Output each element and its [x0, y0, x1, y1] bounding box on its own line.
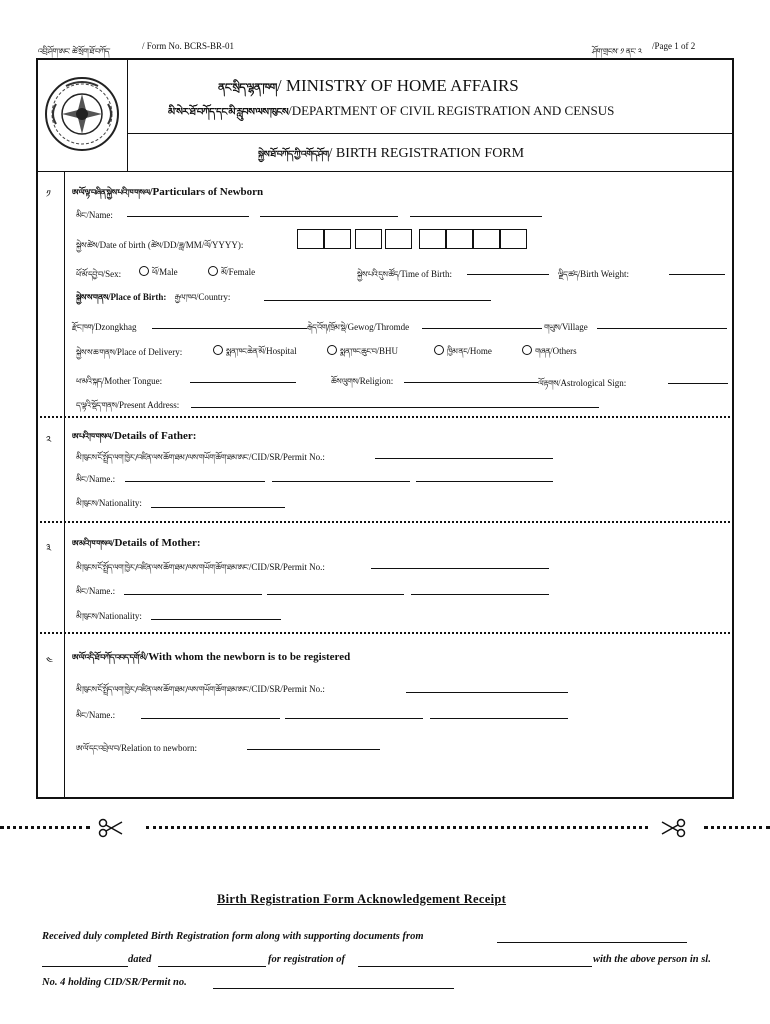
- delivery-others-option[interactable]: [522, 342, 577, 365]
- receipt-line-3: No. 4 holding CID/SR/Permit no.: [42, 977, 187, 988]
- bhu-label: /BHU: [376, 346, 398, 356]
- registrant-cid-label-tibetan: མི་ཁུངས་ངོ་སྤྲོད་ལག་ཁྱེར་/འཛིན་ལས་ཆོག་ཐམ་/ལས་གཡོག་ཆོག་ཐམ་ཨང་: [76, 685, 249, 694]
- place-of-birth-label-tibetan: སྐྱེས་ས་གནས: [76, 293, 108, 302]
- receipt-line-1: Received duly completed Birth Registration form along with supporting documents from: [42, 931, 424, 942]
- village-field[interactable]: [597, 328, 727, 329]
- others-label-tibetan: གཞན: [535, 347, 551, 356]
- mother-tongue-field[interactable]: [190, 382, 296, 383]
- emblem-cell: [36, 58, 128, 171]
- mother-cid-label-tibetan: མི་ཁུངས་ངོ་སྤྲོད་ལག་ཁྱེར་/འཛིན་ལས་ཆོག་ཐམ་/ལས་གཡོག་ཆོག་ཐམ་ཨང་: [76, 563, 249, 572]
- page-tibetan: ཤོག་གྲངས་ ༡ ནང་ ༢: [592, 47, 642, 56]
- present-address-label-tibetan: ད་ལྟའི་སྡོད་གནས: [76, 401, 117, 410]
- registrant-name-label-tibetan: མིང་: [76, 711, 87, 720]
- sex-female-option[interactable]: [208, 263, 255, 286]
- page-number: /Page 1 of 2: [652, 41, 696, 51]
- others-label: /Others: [550, 346, 577, 356]
- hospital-label-tibetan: སྨན་ཁང་ཆེན་མོ: [226, 347, 264, 356]
- form-title: / BIRTH REGISTRATION FORM: [328, 146, 525, 161]
- father-cid-label-tibetan: མི་ཁུངས་ངོ་སྤྲོད་ལག་ཁྱེར་/འཛིན་ལས་ཆོག་ཐམ་/ལས་གཡོག་ཆོག་ཐམ་ཨང་: [76, 453, 249, 462]
- receipt-date-prefix-field[interactable]: [42, 966, 128, 967]
- newborn-name-label: /Name:: [86, 210, 113, 220]
- section-1-title-tibetan: ཨ་ལོ་ལྟ་བཞིན་སྐྱེས་པའི་ཁ་གསལ: [72, 188, 150, 197]
- mother-name-label: /Name.:: [86, 586, 116, 596]
- dob-yy-tibetan: ལོ: [204, 241, 210, 250]
- time-of-birth-label-tibetan: སྐྱེས་པའི་དུས་ཚོད: [357, 270, 398, 279]
- bhu-radio[interactable]: [327, 345, 337, 355]
- dob-day-digit-1[interactable]: [297, 229, 324, 249]
- section-4-title: /With whom the newborn is to be registered: [145, 651, 351, 663]
- dob-month-digit-2[interactable]: [385, 229, 412, 249]
- form-code-tibetan: འབྲི་ཤོག་ཨང་ ཚེ་སྲོག་ཐོ་བཀོད་: [38, 47, 111, 56]
- father-nationality-label: /Nationality:: [96, 498, 142, 508]
- section-4-title-tibetan: ཨ་ལོ་འདི་ཐོ་བཀོད་འབད་དགོ་མི: [72, 653, 146, 662]
- department-title-tibetan: མི་སེར་ཐོ་བཀོད་དང་མི་རླུབས་ལས་ཁུངས: [168, 107, 289, 118]
- home-radio[interactable]: [434, 345, 444, 355]
- dob-label-tibetan: སྐྱེས་ཚེས: [76, 241, 98, 250]
- cut-line-left: [0, 826, 90, 841]
- mother-nationality-label-tibetan: མི་ཁུངས: [76, 612, 97, 621]
- department-title: /DEPARTMENT OF CIVIL REGISTRATION AND CENSUS: [288, 103, 615, 118]
- cut-line-middle: [146, 826, 648, 841]
- male-label: /Male: [156, 267, 178, 277]
- section-2-number: ༢: [46, 435, 52, 446]
- father-name-label: /Name.:: [86, 474, 116, 484]
- dob-format-open: (: [147, 240, 151, 250]
- relation-label-tibetan: ཨ་ལོ་དང་འབྲེལ་བ: [76, 744, 119, 753]
- father-cid-label: /CID/SR/Permit No.:: [248, 452, 325, 462]
- scissors-icon: [660, 818, 686, 838]
- hospital-radio[interactable]: [213, 345, 223, 355]
- form-number: / Form No. BCRS-BR-01: [142, 41, 235, 51]
- dob-format-yyyy: /YYYY):: [209, 240, 244, 250]
- receipt-from-field[interactable]: [497, 942, 687, 943]
- relation-label: /Relation to newborn:: [118, 743, 197, 753]
- religion-label-tibetan: ཆོས་ལུགས: [331, 377, 358, 386]
- mother-name-label-tibetan: མིང་: [76, 587, 87, 596]
- section-4-number: ༤: [46, 656, 53, 667]
- dob-year-digit-1[interactable]: [419, 229, 446, 249]
- delivery-home-option[interactable]: [434, 342, 492, 365]
- country-label-tibetan: རྒྱལ་ཁབ: [174, 293, 196, 302]
- place-of-delivery-label-tibetan: སྐྱེས་ས་ཆ་གནས: [76, 348, 115, 357]
- mother-last-name-field[interactable]: [411, 594, 549, 595]
- dob-month-digit-1[interactable]: [355, 229, 382, 249]
- female-radio[interactable]: [208, 266, 218, 276]
- mother-tongue-label: /Mother Tongue:: [101, 376, 163, 386]
- dob-day-digit-2[interactable]: [324, 229, 351, 249]
- father-first-name-field[interactable]: [125, 481, 265, 482]
- astrological-sign-field[interactable]: [668, 383, 728, 384]
- mother-cid-field[interactable]: [371, 568, 549, 569]
- place-of-delivery-label: /Place of Delivery:: [114, 347, 183, 357]
- receipt-date-field[interactable]: [158, 966, 266, 967]
- present-address-label: /Present Address:: [116, 400, 180, 410]
- national-emblem-icon: [42, 74, 122, 154]
- dob-year-digit-3[interactable]: [473, 229, 500, 249]
- receipt-title: Birth Registration Form Acknowledgement Receipt: [217, 892, 507, 906]
- registrant-cid-field[interactable]: [406, 692, 568, 693]
- bhu-label-tibetan: སྨན་ཁང་ཆུང་བ: [340, 347, 377, 356]
- home-label-tibetan: ཁྱིམ་ནང: [447, 347, 468, 356]
- section-3-title: /Details of Mother:: [111, 537, 201, 549]
- village-label-tibetan: གཡུས: [544, 323, 560, 332]
- birth-weight-label: /Birth Weight:: [577, 269, 629, 279]
- delivery-hospital-option[interactable]: [213, 342, 297, 365]
- ministry-title-tibetan: ནང་སྲིད་ལྷན་ཁག: [218, 81, 277, 94]
- registrant-cid-label: /CID/SR/Permit No.:: [248, 684, 325, 694]
- sex-male-option[interactable]: [139, 263, 178, 286]
- astrological-sign-label: /Astrological Sign:: [558, 378, 627, 388]
- father-name-label-tibetan: མིང་: [76, 475, 87, 484]
- dob-format-dd: /DD/: [160, 240, 179, 250]
- dob-year-digit-4[interactable]: [500, 229, 527, 249]
- number-column-divider: [64, 171, 65, 799]
- others-radio[interactable]: [522, 345, 532, 355]
- cut-line-right: [704, 826, 770, 841]
- dob-label: /Date of birth: [97, 240, 146, 250]
- dzongkhag-label-tibetan: རྫོང་ཁག: [72, 323, 93, 332]
- home-label: /Home: [467, 346, 492, 356]
- ministry-title: / MINISTRY OF HOME AFFAIRS: [276, 76, 519, 95]
- village-label: /Village: [559, 322, 588, 332]
- receipt-registration-of-field[interactable]: [358, 966, 592, 967]
- time-of-birth-field[interactable]: [467, 274, 549, 275]
- dob-dd-tibetan: ཚེས: [150, 241, 161, 250]
- male-radio[interactable]: [139, 266, 149, 276]
- newborn-last-name-field[interactable]: [410, 216, 542, 217]
- mother-first-name-field[interactable]: [124, 594, 262, 595]
- gewog-label-tibetan: རྒེད་འོག/ཁྲོམ་སྡེ: [307, 323, 346, 332]
- female-label-tibetan: མོ: [221, 268, 227, 277]
- birth-weight-field[interactable]: [669, 274, 725, 275]
- registrant-last-name-field[interactable]: [430, 718, 568, 719]
- registrant-middle-name-field[interactable]: [285, 718, 423, 719]
- form-title-tibetan: སྐྱེས་ཐོ་བཀོད་ཀྱི་འགོད་ཤོག: [258, 150, 329, 160]
- astrological-sign-label-tibetan: ལོ་རྟགས: [538, 379, 559, 388]
- mother-nationality-field[interactable]: [151, 619, 281, 620]
- gewog-field[interactable]: [422, 328, 542, 329]
- dzongkhag-field[interactable]: [152, 328, 307, 329]
- relation-field[interactable]: [247, 749, 380, 750]
- religion-label: /Religion:: [357, 376, 394, 386]
- father-last-name-field[interactable]: [416, 481, 553, 482]
- delivery-bhu-option[interactable]: [327, 342, 398, 365]
- time-of-birth-label: /Time of Birth:: [397, 269, 453, 279]
- title-divider: [36, 171, 734, 172]
- father-nationality-label-tibetan: མི་ཁུངས: [76, 499, 97, 508]
- hospital-label: /Hospital: [263, 346, 297, 356]
- newborn-name-label-tibetan: མིང་: [76, 211, 87, 220]
- registrant-name-label: /Name.:: [86, 710, 116, 720]
- section-3-number: ༣: [46, 543, 52, 554]
- registrant-first-name-field[interactable]: [141, 718, 280, 719]
- mother-nationality-label: /Nationality:: [96, 611, 142, 621]
- father-cid-field[interactable]: [375, 458, 553, 459]
- male-label-tibetan: ཕོ: [152, 268, 157, 277]
- dob-mm-tibetan: ཟླ: [178, 241, 184, 250]
- newborn-first-name-field[interactable]: [127, 216, 249, 217]
- country-label: /Country:: [195, 292, 231, 302]
- mother-middle-name-field[interactable]: [267, 594, 404, 595]
- receipt-dated-label: dated: [128, 954, 152, 965]
- sex-label: /Sex:: [102, 269, 122, 279]
- section-1-number: ༡: [46, 189, 51, 200]
- present-address-field[interactable]: [191, 407, 599, 408]
- section-divider-2: [36, 521, 734, 523]
- dob-year-digit-2[interactable]: [446, 229, 473, 249]
- section-3-title-tibetan: ཨ་མའི་ཁ་གསལ: [72, 539, 112, 548]
- dob-format-mm: /MM/: [183, 240, 205, 250]
- sex-label-tibetan: ཕོ་མོ་དབྱེ་བ: [76, 270, 103, 279]
- section-2-title-tibetan: ཨ་པའི་ཁ་གསལ: [72, 432, 111, 441]
- newborn-middle-name-field[interactable]: [260, 216, 398, 217]
- mother-tongue-label-tibetan: ཕ་མའི་སྐད: [76, 377, 102, 386]
- header-divider: [128, 133, 734, 134]
- gewog-label: /Gewog/Thromde: [345, 322, 410, 332]
- scissors-icon: [98, 818, 124, 838]
- mother-cid-label: /CID/SR/Permit No.:: [248, 562, 325, 572]
- religion-field[interactable]: [404, 382, 538, 383]
- receipt-cid-field[interactable]: [213, 988, 454, 989]
- receipt-with-above-label: with the above person in sl.: [593, 954, 711, 965]
- father-nationality-field[interactable]: [151, 507, 285, 508]
- place-of-birth-label: /Place of Birth:: [107, 292, 167, 302]
- receipt-for-registration-label: for registration of: [268, 954, 346, 965]
- birth-weight-label-tibetan: ལྗིད་ཚད: [558, 270, 578, 279]
- section-divider-3: [36, 632, 734, 634]
- father-middle-name-field[interactable]: [272, 481, 410, 482]
- section-1-title: /Particulars of Newborn: [149, 186, 264, 198]
- dzongkhag-label: /Dzongkhag: [92, 322, 137, 332]
- section-2-title: /Details of Father:: [110, 430, 197, 442]
- female-label: /Female: [226, 267, 256, 277]
- country-field[interactable]: [264, 300, 491, 301]
- section-divider-1: [36, 416, 734, 418]
